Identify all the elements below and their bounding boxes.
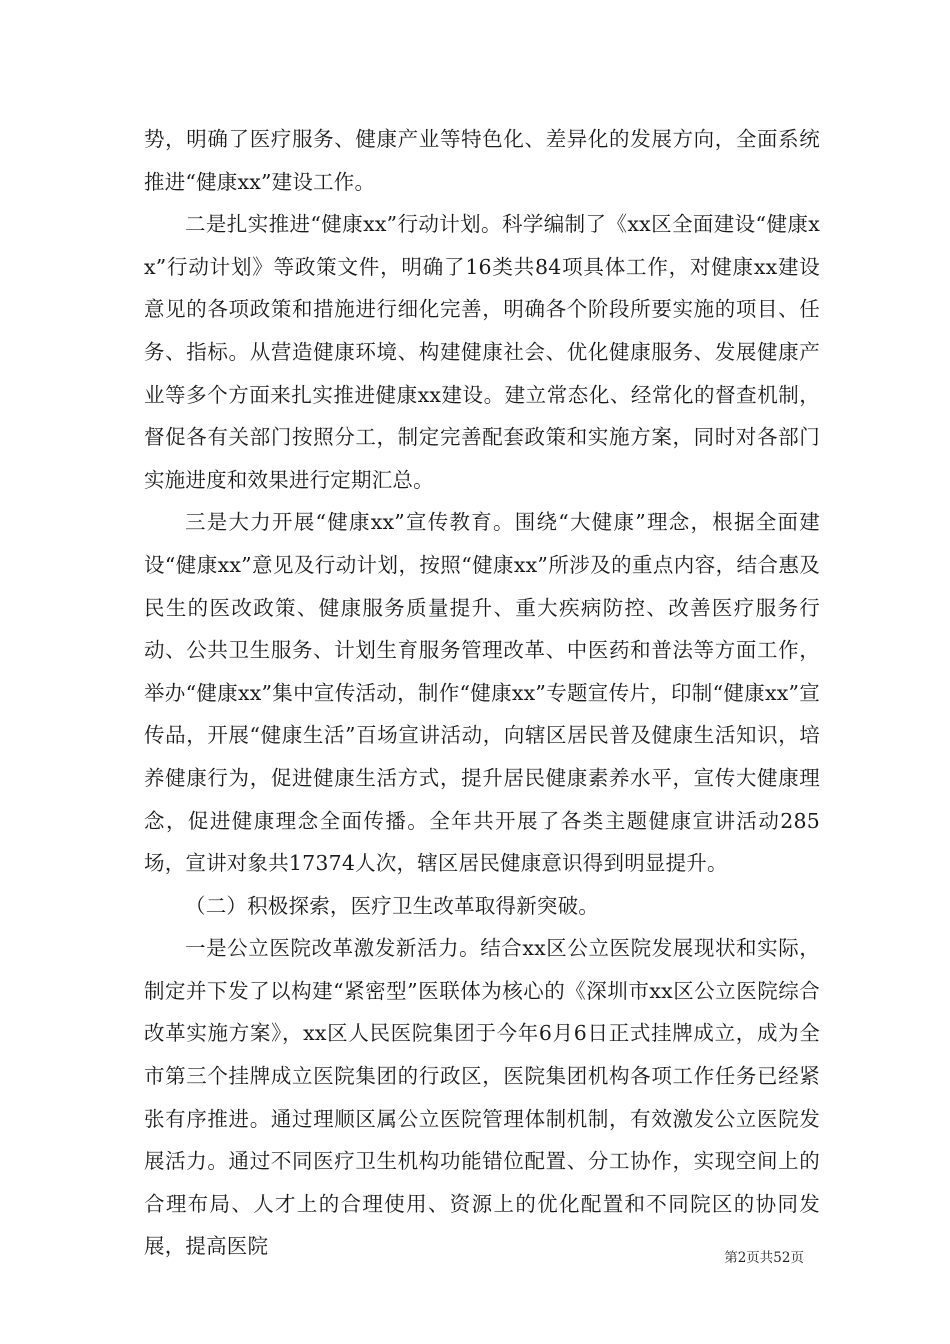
paragraph-1: 势，明确了医疗服务、健康产业等特色化、差异化的发展方向，全面系统推进“健康xx”建设工作。 <box>144 127 820 194</box>
page-number-footer: 第2页共52页 <box>724 1250 804 1266</box>
paragraph-4: 一是公立医院改革激发新活力。结合xx区公立医院发展现状和实际，制定并下发了以构建“紧密型”医联体为核心的《深圳市xx区公立医院综合改革实施方案》，xx区人民医院集团于今年6月6日正式挂牌成立，成为全市第三个挂牌成立医院集团的行政区，医院集团机构各项工作任务已经紧张有序推进。通过理顺区属公立医院管理体制机制，有效激发公立医院发展活力。通过不同医疗卫生机构功能错位配置、分工协作，实现空间上的合理布局、人才上的合理使用、资源上的优化配置和不同院区的协同发展，提高医院 <box>144 936 820 1259</box>
section-heading: （二）积极探索，医疗卫生改革取得新突破。 <box>185 893 599 918</box>
document-body <box>144 118 820 1268</box>
paragraph-2: 二是扎实推进“健康xx”行动计划。科学编制了《xx区全面建设“健康xx”行动计划》等政策文件，明确了16类共84项具体工作，对健康xx建设意见的各项政策和措施进行细化完善，明确各个阶段所要实施的项目、任务、指标。从营造健康环境、构建健康社会、优化健康服务、发展健康产业等多个方面来扎实推进健康xx建设。建立常态化、经常化的督查机制，督促各有关部门按照分工，制定完善配套政策和实施方案，同时对各部门实施进度和效果进行定期汇总。 <box>144 212 820 492</box>
paragraph-3: 三是大力开展“健康xx”宣传教育。围绕“大健康”理念，根据全面建设“健康xx”意见及行动计划，按照“健康xx”所涉及的重点内容，结合惠及民生的医改政策、健康服务质量提升、重大疾病防控、改善医疗服务行动、公共卫生服务、计划生育服务管理改革、中医药和普法等方面工作，举办“健康xx”集中宣传活动，制作“健康xx”专题宣传片，印制“健康xx”宣传品，开展“健康生活”百场宣讲活动，向辖区居民普及健康生活知识，培养健康行为，促进健康生活方式，提升居民健康素养水平，宣传大健康理念，促进健康理念全面传播。全年共开展了各类主题健康宣讲活动285场，宣讲对象共17374人次，辖区居民健康意识得到明显提升。 <box>144 510 820 876</box>
